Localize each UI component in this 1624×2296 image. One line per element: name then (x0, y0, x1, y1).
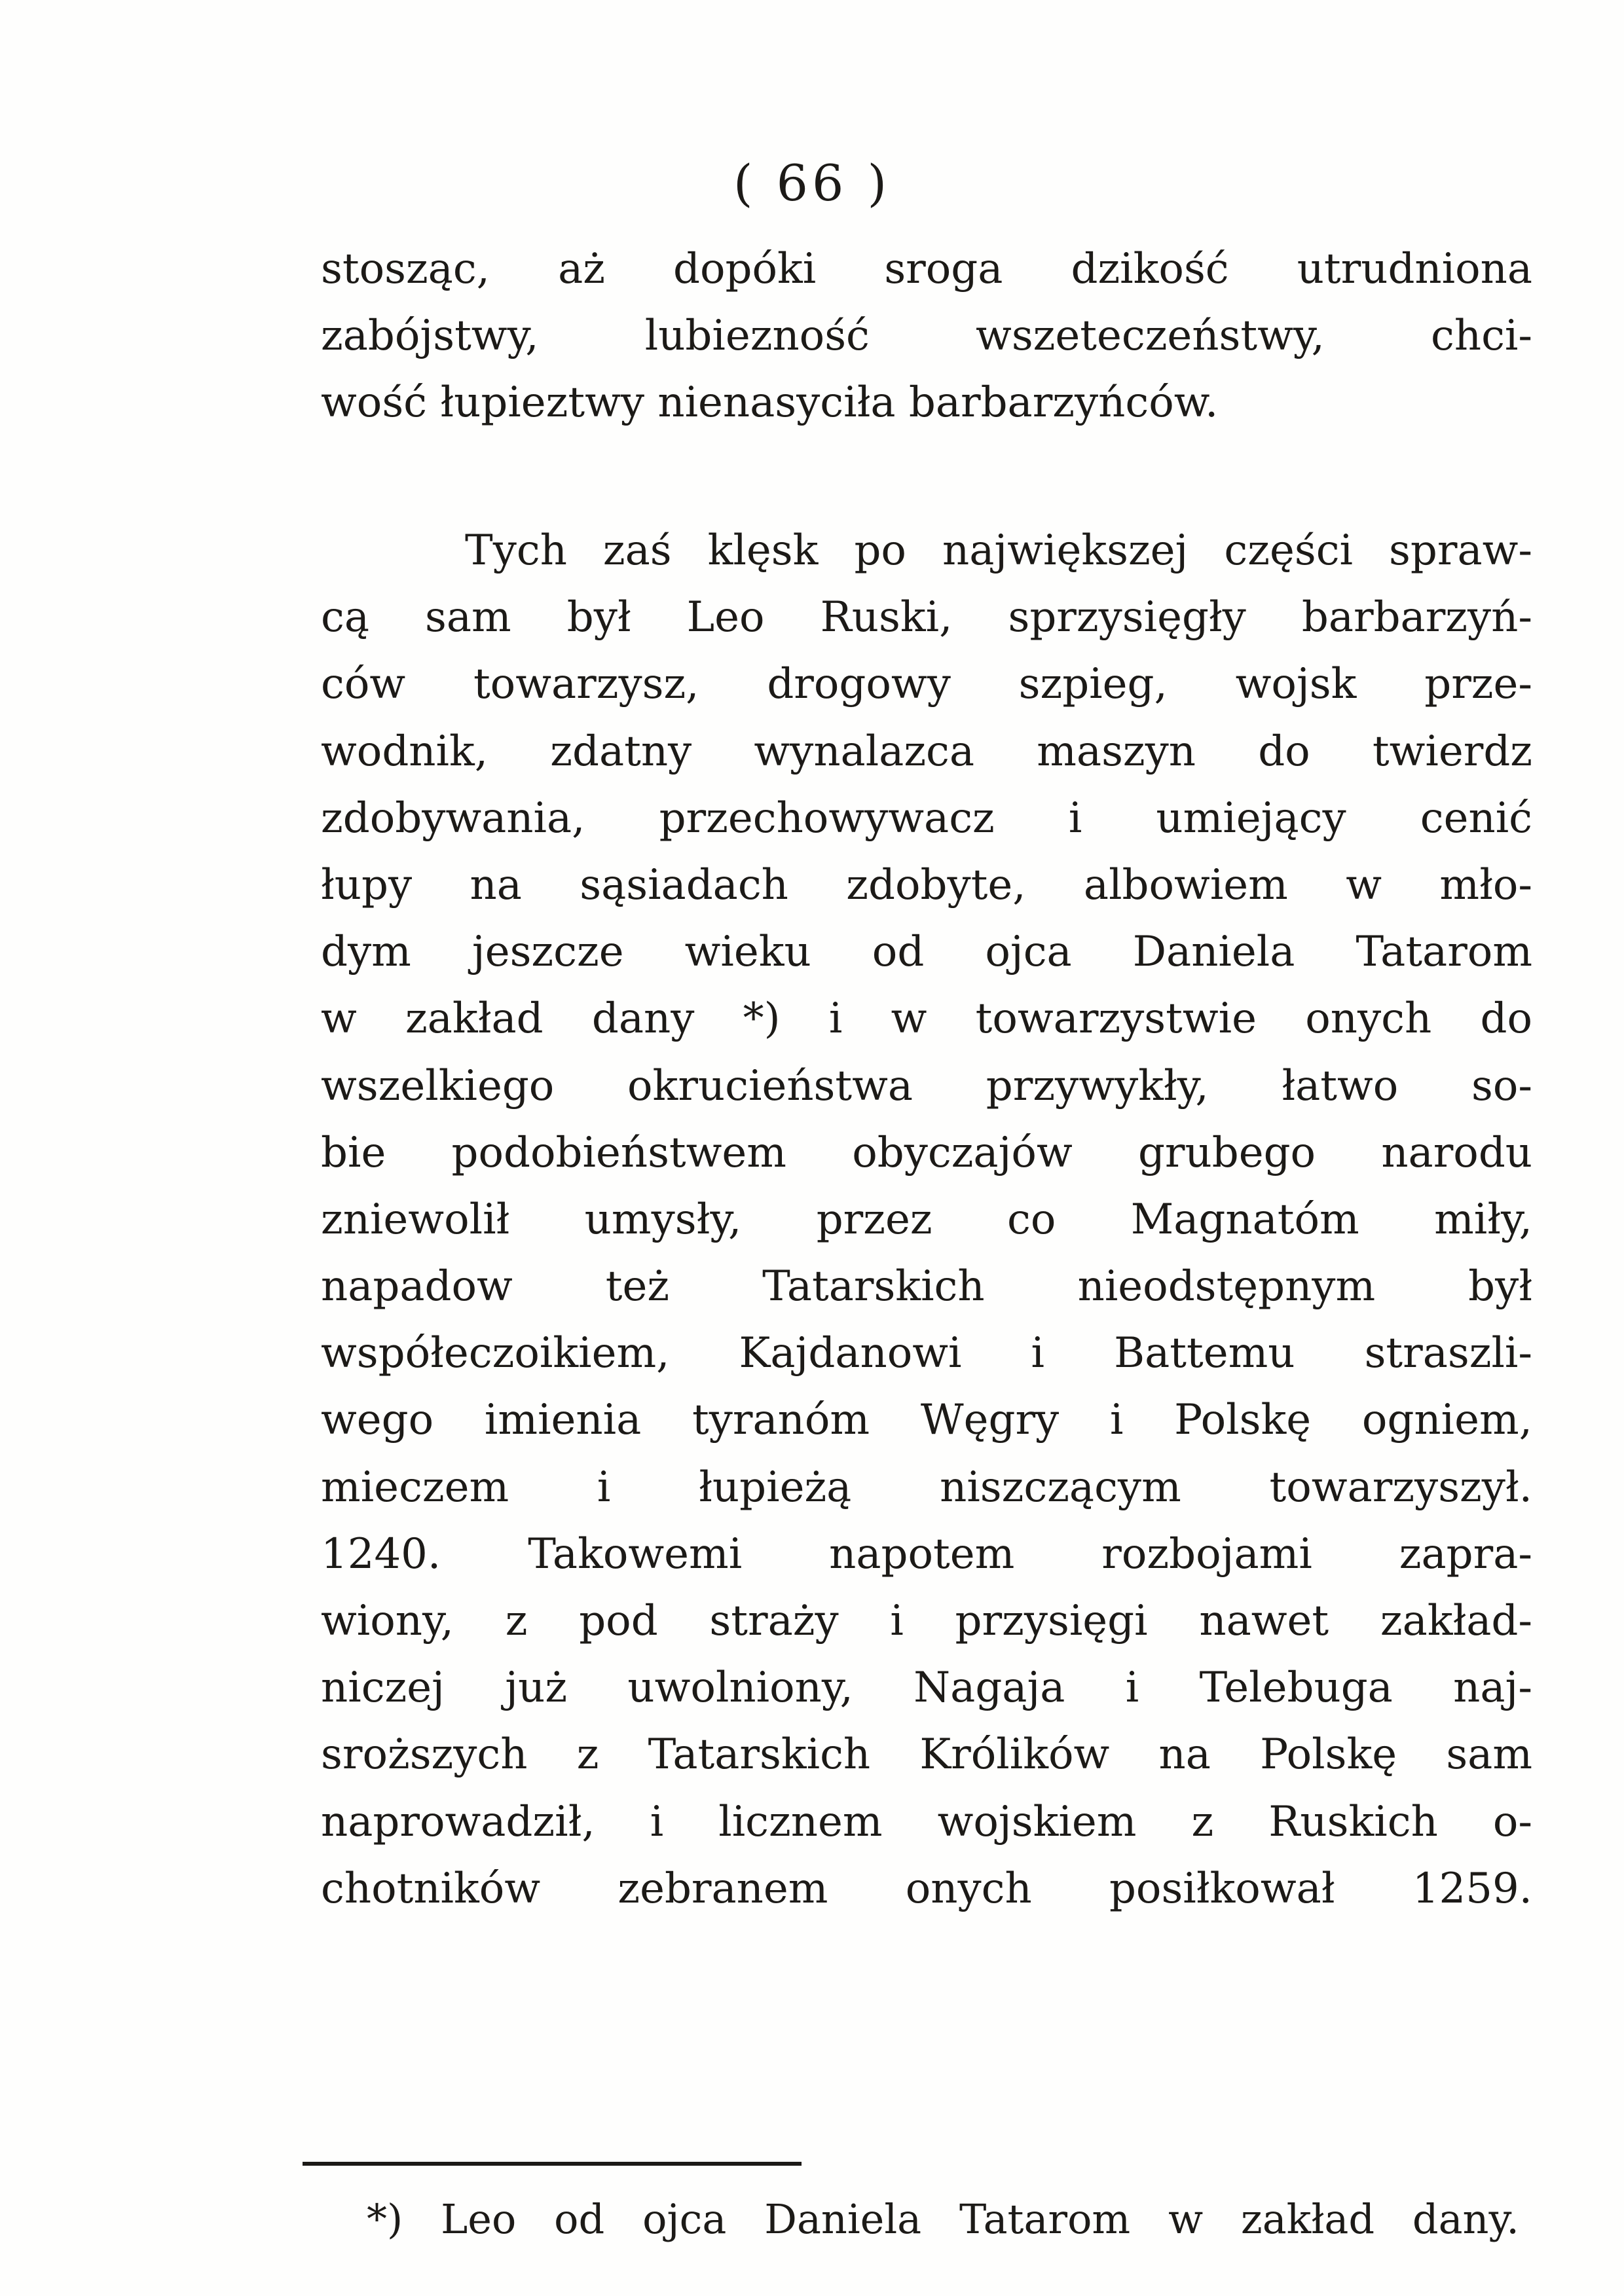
text-line: wiony, z pod straży i przysięgi nawet zakład- (321, 1597, 1532, 1645)
page-number: ( 66 ) (733, 154, 891, 212)
text-line: łupy na sąsiadach zdobyte, albowiem w mło- (321, 860, 1532, 909)
text-line: zabójstwy, lubiezność wszeteczeństwy, chci- (321, 312, 1532, 361)
text-line: sroższych z Tatarskich Królików na Polskę sam (321, 1730, 1532, 1779)
text-line: 1240. Takowemi napotem rozbojami zapra- (321, 1529, 1532, 1578)
paragraph-1 (321, 236, 1532, 437)
paragraph-2 (321, 517, 1532, 1922)
text-line: wość łupieztwy nienasyciła barbarzyńców. (321, 378, 1219, 428)
text-line: w zakład dany *) i w towarzystwie onych do (321, 994, 1532, 1044)
text-line: zdobywania, przechowywacz i umiejący cenić (321, 793, 1532, 843)
text-line: wego imienia tyranóm Węgry i Polskę ogniem, (321, 1396, 1532, 1445)
text-line: współeczoikiem, Kajdanowi i Battemu straszli- (321, 1329, 1532, 1378)
text-line: Tych zaś klęsk po największej części spraw- (465, 526, 1532, 575)
text-line: chotników zebranem onych posiłkował 1259. (321, 1864, 1532, 1913)
text-line: mieczem i łupieżą niszczącym towarzyszył. (321, 1463, 1532, 1512)
text-line: wszelkiego okrucieństwa przywykły, łatwo so- (321, 1061, 1532, 1110)
text-line: niczej już uwolniony, Nagaja i Telebuga naj- (321, 1664, 1532, 1713)
text-line: napadow też Tatarskich nieodstępnym był (321, 1262, 1532, 1311)
text-line: ców towarzysz, drogowy szpieg, wojsk prze- (321, 660, 1532, 709)
text-line: wodnik, zdatny wynalazca maszyn do twierdz (321, 727, 1532, 776)
footnote: *) Leo od ojca Daniela Tatarom w zakład dany. (367, 2195, 1519, 2243)
text-line: dym jeszcze wieku od ojca Daniela Tatarom (321, 928, 1532, 977)
text-line: cą sam był Leo Ruski, sprzysięgły barbarzyń- (321, 593, 1532, 642)
text-line: zniewolił umysły, przez co Magnatóm miły, (321, 1195, 1532, 1244)
text-line: bie podobieństwem obyczajów grubego narodu (321, 1128, 1532, 1177)
text-line: naprowadził, i licznem wojskiem z Ruskich o- (321, 1797, 1532, 1846)
text-line: stosząc, aż dopóki sroga dzikość utrudniona (321, 245, 1532, 293)
footnote-rule (303, 2162, 802, 2166)
